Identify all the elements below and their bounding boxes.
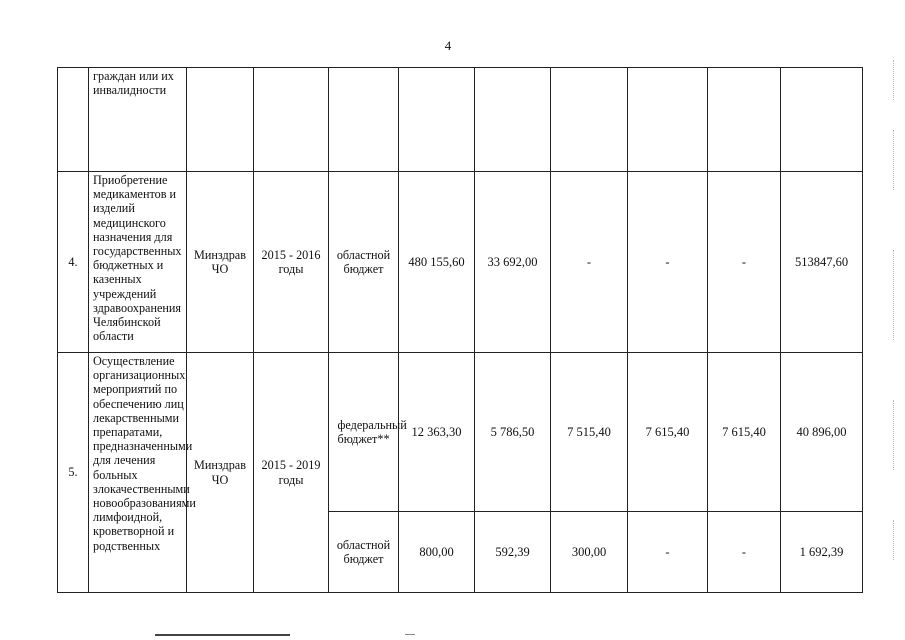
description-cell: Осуществление организационных мероприятий по обеспечению лиц лекарственными препаратами, предназначенными для лечения больных злокачественными новообразованиями лимфоидной, кроветворной и родственных: [89, 353, 187, 593]
scan-edge-dots: [893, 520, 896, 560]
value-cell: 592,39: [475, 512, 551, 593]
scan-edge-dots: [893, 250, 896, 340]
executor-cell: Минздрав ЧО: [187, 353, 254, 593]
scan-edge-dots: [893, 400, 896, 470]
row-number-cell: [58, 68, 89, 172]
value-cell: -: [708, 172, 781, 353]
value-cell: 12 363,30: [399, 353, 475, 512]
value-cell: 480 155,60: [399, 172, 475, 353]
value-cell: 7 615,40: [628, 353, 708, 512]
value-cell: 300,00: [551, 512, 628, 593]
value-cell: 7 615,40: [708, 353, 781, 512]
table-row: [58, 172, 863, 353]
value-cell: [399, 68, 475, 172]
source-cell: [329, 353, 407, 512]
value-cell: 7 515,40: [551, 353, 628, 512]
value-cell: [628, 68, 708, 172]
scan-mark: [155, 634, 290, 636]
period-cell: 2015 - 2019 годы: [254, 353, 329, 593]
budget-table: [57, 67, 863, 593]
scan-edge-dots: [893, 60, 896, 100]
row-number-cell: 5.: [58, 353, 89, 593]
value-cell: 800,00: [399, 512, 475, 593]
executor-cell: Минздрав ЧО: [187, 172, 254, 353]
total-cell: [781, 68, 863, 172]
value-cell: -: [708, 512, 781, 593]
value-cell: -: [628, 172, 708, 353]
scan-edge-dots: [893, 130, 896, 190]
description-cell: Приобретение медикаментов и изделий медицинского назначения для государственных бюджетных и казенных учреждений здравоохранения Челябинской области: [89, 172, 187, 353]
total-cell: 1 692,39: [781, 512, 863, 593]
value-cell: [551, 68, 628, 172]
value-cell: 33 692,00: [475, 172, 551, 353]
row-number-cell: 4.: [58, 172, 89, 353]
table-row: [58, 353, 863, 512]
value-cell: -: [551, 172, 628, 353]
value-cell: [475, 68, 551, 172]
page-number: 4: [444, 38, 452, 53]
source-cell: [329, 68, 399, 172]
source-cell: областной бюджет: [329, 172, 399, 353]
value-cell: 5 786,50: [475, 353, 551, 512]
source-cell: областной бюджет: [329, 512, 399, 593]
description-cell: граждан или их инвалидности: [89, 68, 187, 172]
source-label: федеральный бюджет**: [337, 417, 407, 446]
total-cell: 513847,60: [781, 172, 863, 353]
scan-mark: [405, 634, 415, 635]
period-cell: [254, 68, 329, 172]
value-cell: -: [628, 512, 708, 593]
period-cell: 2015 - 2016 годы: [254, 172, 329, 353]
table-row: [58, 68, 863, 172]
executor-cell: [187, 68, 254, 172]
value-cell: [708, 68, 781, 172]
total-cell: 40 896,00: [781, 353, 863, 512]
